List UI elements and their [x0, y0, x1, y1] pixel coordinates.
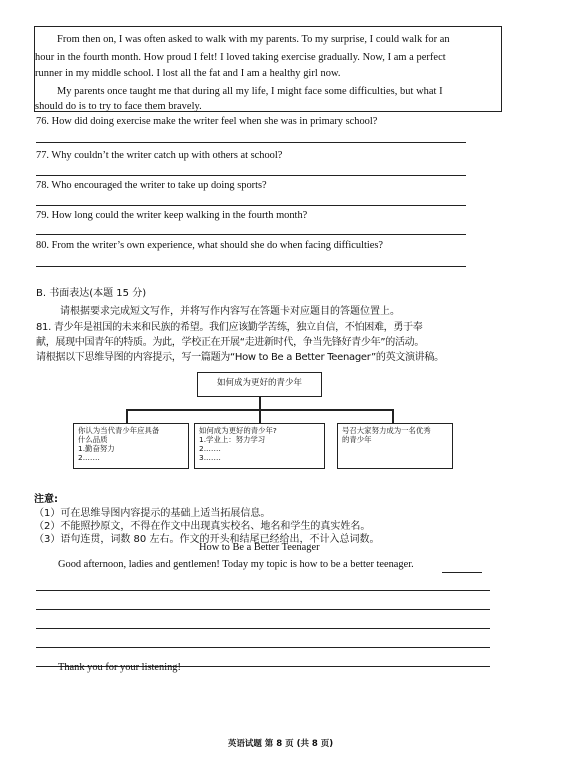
essay-answer-line[interactable]	[36, 590, 490, 591]
passage-line: My parents once taught me that during all my life, I might face some difficulties, but what I	[57, 86, 443, 97]
mindmap-middle-line: 如何成为更好的青少年?	[199, 426, 277, 435]
notes-item: （2）不能照抄原文，不得在作文中出现真实校名、地名和学生的真实姓名。	[34, 521, 371, 532]
question-80: 80. From the writer’s own experience, what should she do when facing difficulties?	[36, 240, 384, 251]
section-b-heading: B. 书面表达(本题 15 分)	[36, 288, 147, 299]
mindmap-right-line: 的青少年	[342, 435, 372, 444]
section-b-instruction: 请根据要求完成短文写作，并将写作内容写在答题卡对应题目的答题位置上。	[60, 306, 400, 317]
answer-line-80[interactable]	[36, 266, 466, 267]
page-footer: 英语试题 第 8 页 (共 8 页)	[227, 739, 334, 749]
passage-line: should do is to try to face them bravely.	[35, 101, 202, 112]
mindmap-left-line: 什么品质	[78, 435, 108, 444]
essay-answer-line[interactable]	[36, 647, 490, 648]
essay-title: How to Be a Better Teenager	[199, 542, 320, 553]
mindmap-middle-line: 1.学业上：努力学习	[199, 435, 266, 444]
answer-line-77[interactable]	[36, 175, 466, 176]
mindmap-left-line: 2.……	[78, 453, 100, 462]
essay-answer-line[interactable]	[36, 628, 490, 629]
mindmap-right-text	[338, 424, 452, 446]
mindmap-left-line: 1.勤奋努力	[78, 444, 115, 453]
mindmap-root-box	[197, 372, 322, 397]
mindmap-left-text	[74, 424, 188, 464]
question-77: 77. Why couldn’t the writer catch up with others at school?	[36, 150, 283, 161]
answer-line-76[interactable]	[36, 142, 466, 143]
answer-line-79[interactable]	[36, 234, 466, 235]
mindmap-middle-line: 2.……	[199, 444, 221, 453]
mindmap-left-box	[73, 423, 189, 469]
passage-line: hour in the fourth month. How proud I felt! I loved taking exercise gradually. Now, I am a perfect	[35, 52, 446, 63]
passage-box	[34, 26, 502, 112]
question-78: 78. Who encouraged the writer to take up doing sports?	[36, 180, 267, 191]
essay-answer-line[interactable]	[36, 609, 490, 610]
section-b-prompt: 请根据以下思维导图的内容提示，写一篇题为“How to Be a Better Teenager”的英文演讲稿。	[36, 352, 444, 363]
mindmap-connector	[126, 409, 128, 423]
question-76: 76. How did doing exercise make the writer feel when she was in primary school?	[36, 116, 378, 127]
mindmap-left-line: 你认为当代青少年应具备	[78, 426, 160, 435]
mindmap-middle-box	[194, 423, 325, 469]
mindmap-connector	[392, 409, 394, 423]
passage-line: runner in my middle school. I lost all the fat and I am a healthy girl now.	[35, 68, 341, 79]
notes-title: 注意:	[34, 494, 58, 505]
mindmap-right-box	[337, 423, 453, 469]
essay-answer-line[interactable]	[442, 572, 482, 573]
mindmap-root-label: 如何成为更好的青少年	[216, 378, 302, 388]
section-b-prompt: 81. 青少年是祖国的未来和民族的希望。我们应该勤学苦练，独立自信，不怕困难，勇于奉	[36, 322, 423, 333]
mindmap-middle-line: 3.……	[199, 453, 221, 462]
mindmap-connector	[259, 409, 261, 423]
passage-line: From then on, I was often asked to walk with my parents. To my surprise, I could walk for an	[57, 34, 450, 45]
essay-opening: Good afternoon, ladies and gentlemen! Today my topic is how to be a better teenager.	[58, 559, 414, 570]
mindmap-middle-text	[195, 424, 324, 464]
mindmap-connector	[259, 397, 261, 409]
notes-item: （3）语句连贯，词数 80 左右。作文的开头和结尾已经给出，不计入总词数。	[34, 534, 380, 545]
notes-item: （1）可在思维导图内容提示的基础上适当拓展信息。	[34, 508, 271, 519]
question-79: 79. How long could the writer keep walking in the fourth month?	[36, 210, 308, 221]
section-b-prompt: 献，展现中国青年的特质。为此，学校正在开展“走进新时代，争当先锋好青少年”的活动。	[36, 337, 425, 348]
essay-closing: Thank you for your listening!	[58, 662, 181, 673]
answer-line-78[interactable]	[36, 205, 466, 206]
mindmap-right-line: 号召大家努力成为一名优秀	[342, 426, 431, 435]
